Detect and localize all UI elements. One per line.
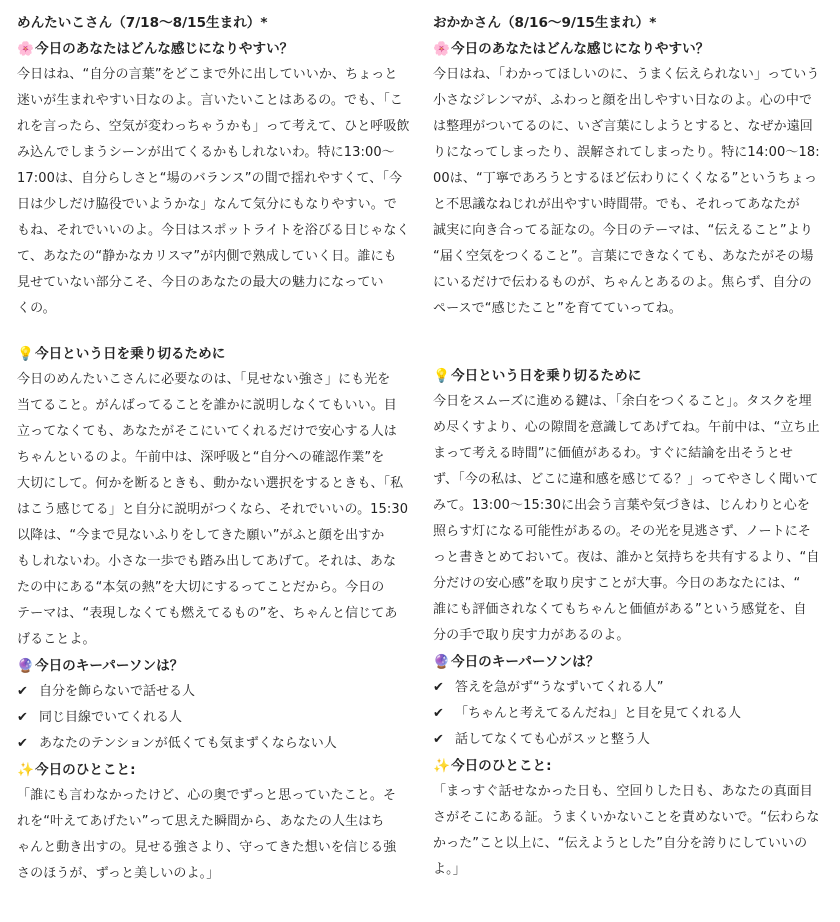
left-section4-heading [17,757,397,783]
body-line: 迷いが生まれやすい日なのよ。言いたいことはあるの。でも、「こ [17,93,403,108]
left-section2-body [17,367,409,653]
quote-line: よ。」 [433,862,466,877]
body-line: ペースで“感じたこと”を育てていってね。 [433,301,682,316]
body-line: 当てること。がんばってることを誰かに説明しなくてもいい。目 [17,398,397,413]
left-column [17,10,410,887]
body-line: 誠実に向き合ってる証なの。今日のテーマは、“伝えること”より [433,223,813,238]
body-line: 00は、“丁寧であろうとするほど伝わりにくくなる”というちょっ [433,171,818,186]
body-line: ず、「今の私は、どこに違和感を感じてる？」ってやさしく聞いて [433,472,819,487]
body-line: み込んでしまうシーンが出てくるかもしれないわ。特に13:00〜 [17,145,395,160]
quote-line: さがそこにある証。うまくいかないことを責めないで。“伝わらな [433,810,820,825]
body-line: と不思議なねじれが出やすい時間帯。でも、それってあなたが [433,197,800,212]
list-item [17,731,397,757]
body-line: 日は少しだけ脇役でいようかな」なんて気分にもなりやすい。で [17,197,397,212]
body-line: もね、それでいいのよ。今日はスポットライトを浴びる日じゃなく [17,223,410,238]
body-line: 以降は、“今まで見ないふりをしてきた願い”がふと顔を出すか [17,528,385,543]
right-column [433,10,823,883]
lightbulb-icon: 💡 [433,368,450,384]
body-line: れを言ったら、空気が変わっちゃうかも」って考えて、ひと呼吸飲 [17,119,410,134]
body-line: っと書きとめておいて。夜は、誰かと気持ちを共有するより、“自 [433,550,820,565]
list-item-label: 自分を飾らないで話せる人 [39,684,196,699]
body-line: テーマは、“表現しなくても燃えてるもの”を、ちゃんと信じてあ [17,606,398,621]
flower-icon: 🌸 [17,41,34,57]
body-line: 17:00は、自分らしさと“場のバランス”の間で揺れやすくて、「今 [17,171,403,186]
body-line: 今日はね、「わかってほしいのに、うまく伝えられない」っていう [433,67,820,82]
body-line: げることよ。 [17,632,96,647]
list-item-label: 答えを急がず“うなずいてくれる人” [455,680,664,695]
list-item-label: 同じ目線でいてくれる人 [39,710,183,725]
list-item [433,701,823,727]
right-section3-heading [433,649,823,675]
body-line: ちゃんといるのよ。午前中は、深呼吸と“自分への確認作業”を [17,450,385,465]
right-title: おかかさん（8/16〜9/15生まれ）* [433,15,657,31]
crystal-ball-icon: 🔮 [17,658,34,674]
right-section2-body [433,389,823,649]
left-section1-heading [17,36,397,62]
check-icon: ✔ [17,710,28,725]
body-line: くの。 [17,301,56,316]
quote-line: さのほうが、ずっと美しいのよ。」 [17,866,220,881]
body-line: 分だけの安心感”を取り戻すことが大事。今日のあなたには、“ [433,576,801,591]
body-line: 小さなジレンマが、ふわっと顔を出しやすい日なのよ。心の中で [433,93,813,108]
body-line: “届く空気をつくること”。言葉にできなくても、あなたがその場 [433,249,814,264]
lightbulb-icon: 💡 [17,346,34,362]
body-line: はこう感じてる」と自分に説明がつくなら、それでいいの。15:30 [17,502,409,517]
body-line: 今日をスムーズに進める鍵は、「余白をつくること」。タスクを埋 [433,394,812,409]
right-section1-heading [433,36,823,62]
quote-line: 「まっすぐ話せなかった日も、空回りした日も、あなたの真面目 [433,784,813,799]
left-section1-heading-text: 今日のあなたはどんな感じになりやすい？ [35,41,294,57]
right-section1-body [433,62,823,322]
body-line: りになってしまったり、誤解されてしまったり。特に14:00〜18: [433,145,820,160]
list-item [433,675,823,701]
body-line: 見せていない部分こそ、今日のあなたの最大の魅力になってい [17,275,384,290]
left-quote [17,783,397,887]
body-line: 立ってなくても、あなたがそこにいてくれるだけで安心する人は [17,424,397,439]
list-item-label: あなたのテンションが低くても気まずくならない人 [39,736,337,751]
right-section2-heading [433,363,823,389]
left-section3-heading [17,653,397,679]
quote-line: ゃんと動き出すの。見せる強さより、守ってきた想いを信じる強 [17,840,397,855]
check-icon: ✔ [433,732,444,747]
left-section2-heading [17,341,397,367]
body-line: 分の手で取り戻す力があるのよ。 [433,628,630,643]
right-section3-heading-text: 今日のキーパーソンは？ [451,654,600,670]
body-line: 誰にも評価されなくてもちゃんと価値がある”という感覚を、自 [433,602,807,617]
list-item [17,705,397,731]
sparkles-icon: ✨ [17,762,34,778]
left-title: めんたいこさん（7/18〜8/15生まれ）* [17,15,268,31]
list-item-label: 話してなくても心がスッと整う人 [455,732,650,747]
left-section2-heading-text: 今日という日を乗り切るために [35,346,226,362]
list-item [433,727,823,753]
body-line: は整理がついてるのに、いざ言葉にしようとすると、なぜか遠回 [433,119,813,134]
left-section4-heading-text: 今日のひとこと: [35,762,136,778]
sparkles-icon: ✨ [433,758,450,774]
body-line: め尽くすより、心の隙間を意識してあげてね。午前中は、“立ち止 [433,420,820,435]
body-line: 今日のめんたいこさんに必要なのは、「見せない強さ」にも光を [17,372,391,387]
right-section4-heading [433,753,823,779]
body-line: たの中にある“本気の熱”を大切にするってことだから。今日の [17,580,385,595]
left-keyperson-list [17,679,397,757]
body-line: みて。13:00〜15:30に出会う言葉や気づきは、じんわりと心を [433,498,810,513]
check-icon: ✔ [433,706,444,721]
body-line: 大切にして。何かを断るときも、動かない選択をするときも、「私 [17,476,404,491]
quote-line: 「誰にも言わなかったけど、心の奥でずっと思っていたこと。そ [17,788,397,803]
quote-line: れを“叶えてあげたい”って思えた瞬間から、あなたの人生はち [17,814,385,829]
right-section2-heading-text: 今日という日を乗り切るために [451,368,642,384]
left-section3-heading-text: 今日のキーパーソンは？ [35,658,184,674]
body-line: て、あなたの“静かなカリスマ”が内側で熟成していく日。誰にも [17,249,397,264]
list-item [17,679,397,705]
crystal-ball-icon: 🔮 [433,654,450,670]
right-section4-heading-text: 今日のひとこと: [451,758,552,774]
left-section1-body [17,62,410,322]
right-keyperson-list [433,675,823,753]
body-line: 照らす灯になる可能性があるの。その光を見逃さず、ノートにそ [433,524,811,539]
body-line: にいるだけで伝わるものが、ちゃんとあるのよ。焦らず、自分の [433,275,812,290]
check-icon: ✔ [17,684,28,699]
check-icon: ✔ [433,680,444,695]
flower-icon: 🌸 [433,41,450,57]
quote-line: かった”こと以上に、“伝えようとした”自分を誇りにしていいの [433,836,808,851]
body-line: もしれないわ。小さな一歩でも踏み出してあげて。それは、あな [17,554,397,569]
right-quote [433,779,823,883]
list-item-label: 「ちゃんと考えてるんだね」と目を見てくれる人 [455,706,742,721]
body-line: まって考える時間”に価値があるわ。すぐに結論を出そうとせ [433,446,794,461]
body-line: 今日はね、“自分の言葉”をどこまで外に出していいか、ちょっと [17,67,398,82]
right-section1-heading-text: 今日のあなたはどんな感じになりやすい？ [451,41,710,57]
check-icon: ✔ [17,736,28,751]
